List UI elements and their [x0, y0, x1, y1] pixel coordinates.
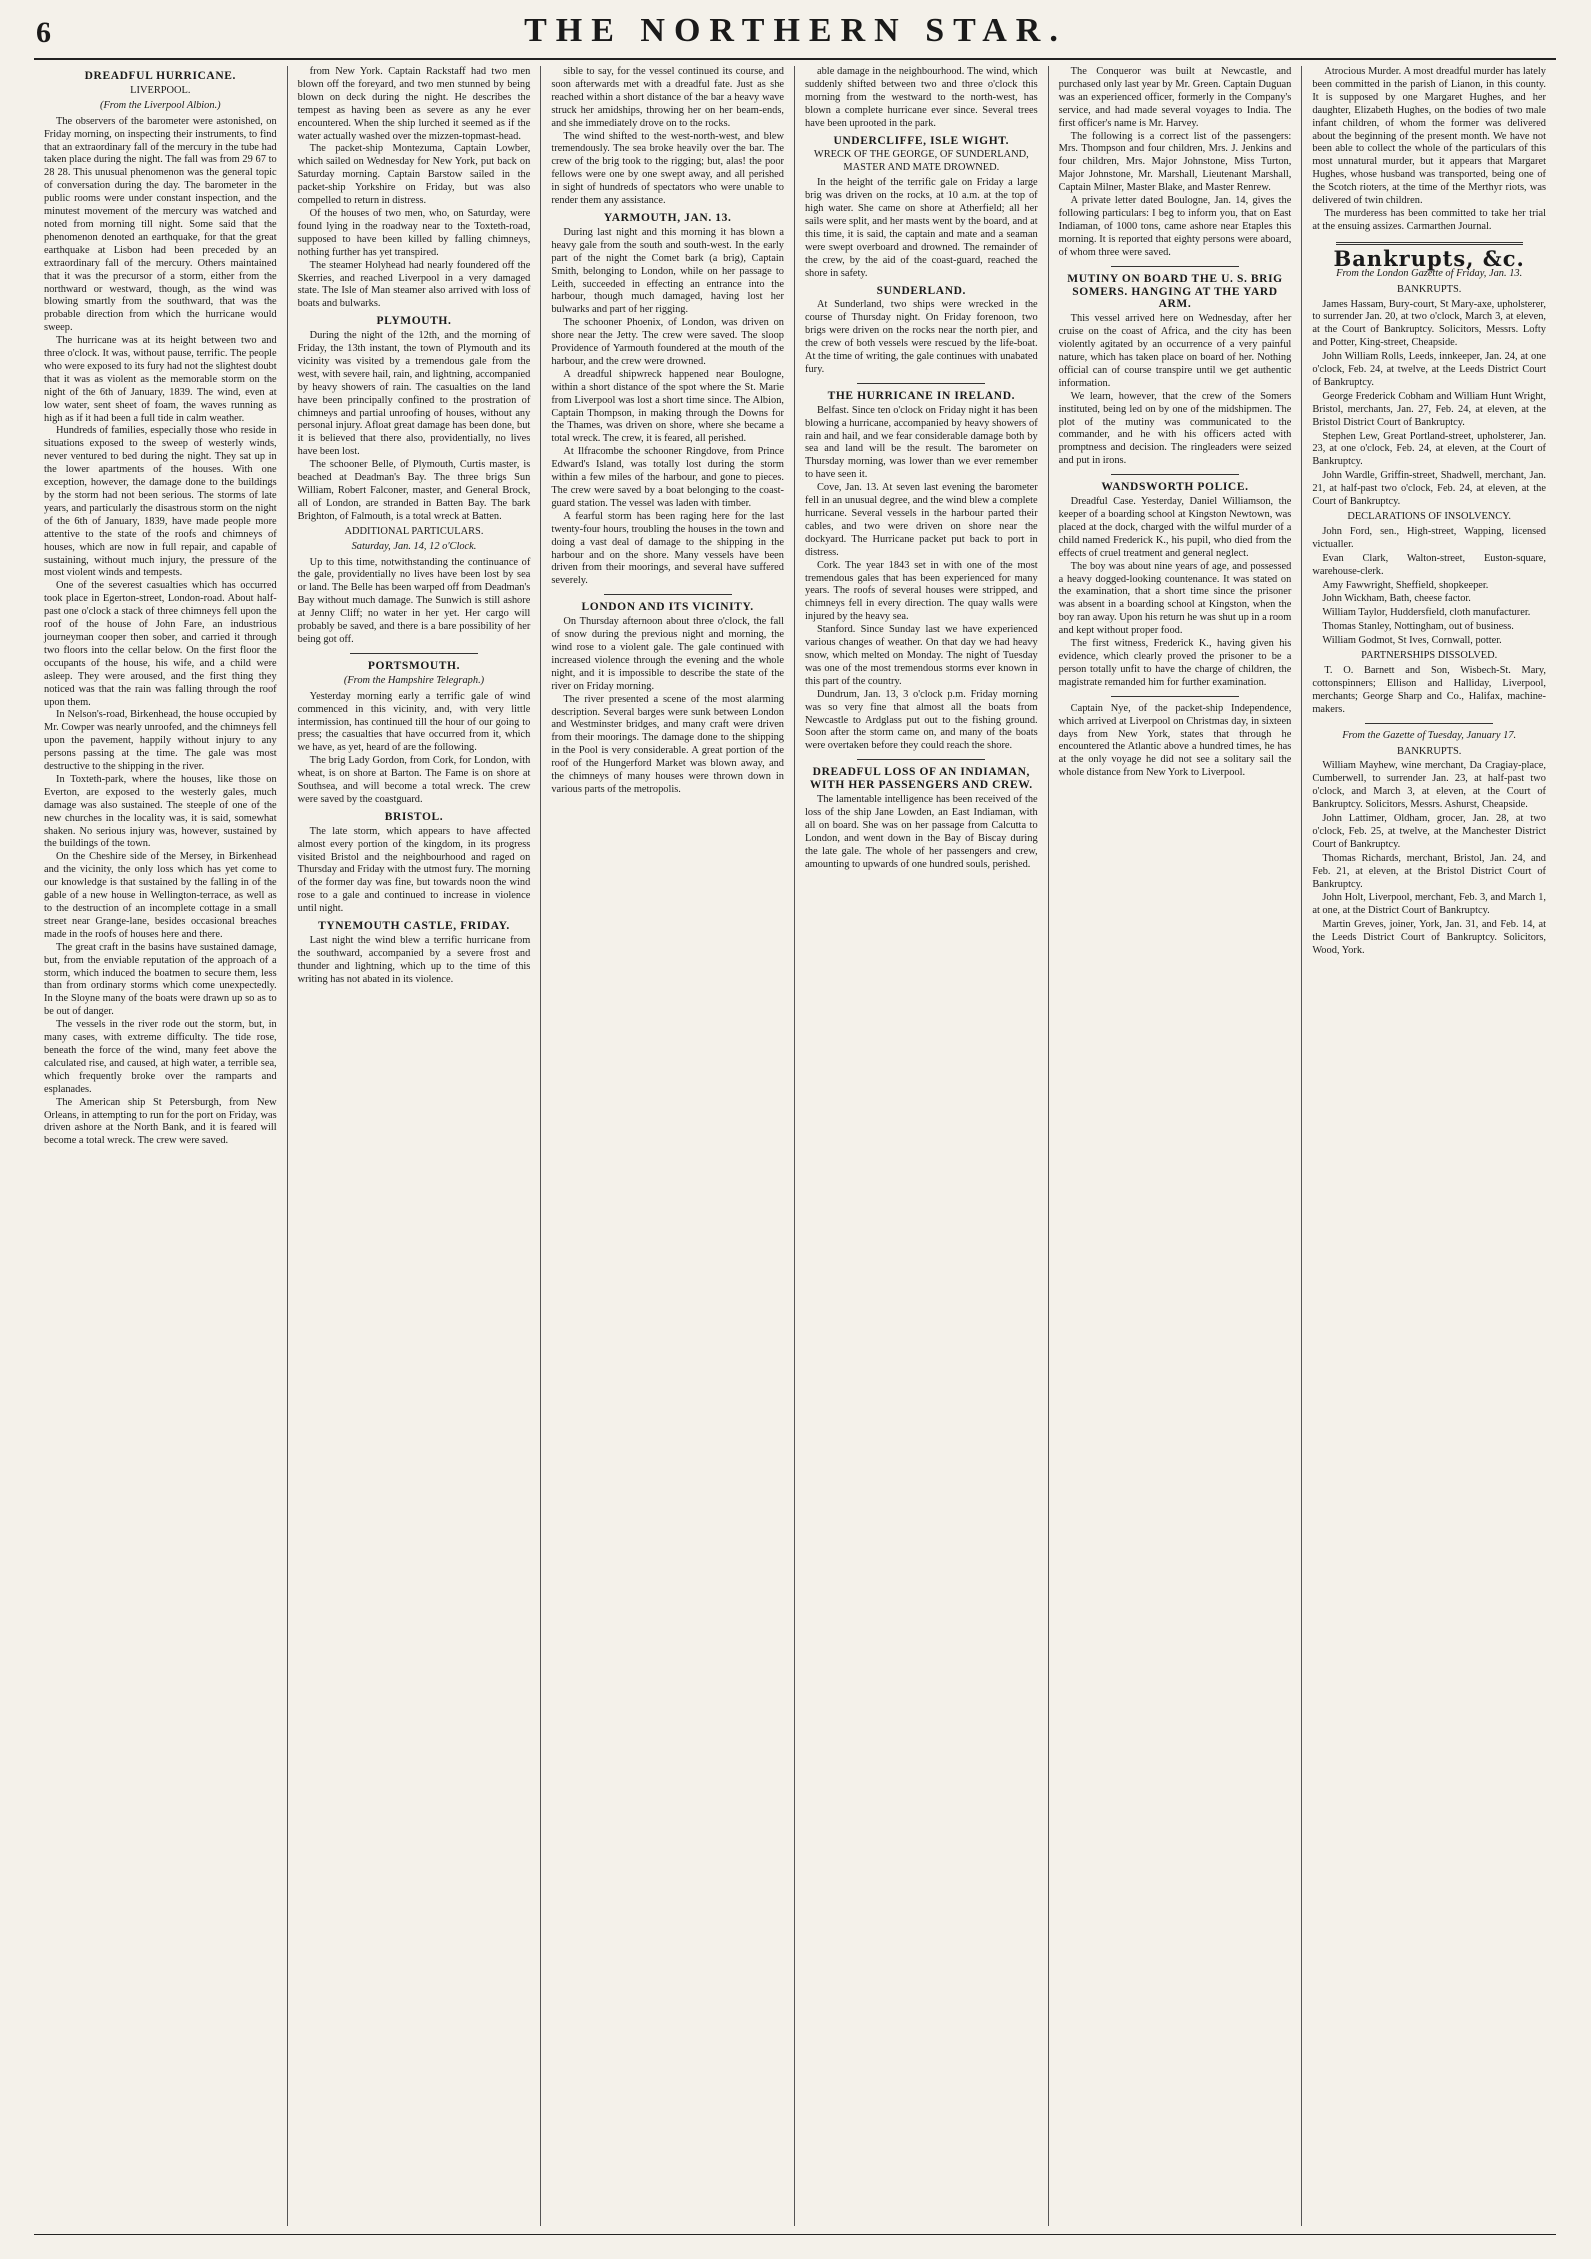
paragraph: In Nelson's-road, Birkenhead, the house occupied by Mr. Cowper was nearly unroofed, and the chimneys fell upon the pavement, happily without injury to any persons passing at the time. The gale was most destructive to the shipping in the river. [44, 709, 277, 773]
paragraph: Stanford. Since Sunday last we have experienced various changes of weather. On that day we had heavy snow, which melted on Monday. The night of Tuesday was one of the most tremendous storms ever known in this part of the country. [805, 624, 1038, 687]
section-heading: Bankrupts, &c. [1333, 245, 1525, 271]
paragraph: A private letter dated Boulogne, Jan. 14, gives the following particulars: I beg to inform you, that on East Indiaman, of 1000 tons, came ashore near Etaples this morning. It is reported that eighty persons were aboard, of whom three were saved. [1058, 195, 1292, 258]
section-heading: DREADFUL LOSS OF AN INDIAMAN, WITH HER PASSENGERS AND CREW. [809, 766, 1033, 792]
paragraph: Captain Nye, of the packet-ship Independence, which arrived at Liverpool on Christmas day, in sixteen days from New York, states that through he encountered the Atlantic above a hundred times, he has at the only voyage he did not see a solitary sail the whole distance from New York to Liverpool. [1058, 702, 1292, 779]
section-heading: MUTINY ON BOARD THE U. S. BRIG SOMERS. HANGING AT THE YARD ARM. [1067, 272, 1283, 311]
paragraph: The following is a correct list of the passengers: Mrs. Thompson and four children, Mrs. J. Jenkins and four children, Mrs. Major Johnstone, Miss Turton, Major Johnstone, Mr. Marshall, Lieutenant Marshall, Captain Milner, Master Blake, and Master Renrew. [1058, 130, 1292, 194]
paragraph: The packet-ship Montezuma, Captain Lowber, which sailed on Wednesday for New York, put back on Saturday morning. Captain Barstow sailed in the packet-ship Yorkshire on Friday, but was also compelled to return in distress. [297, 143, 531, 207]
section-heading: TYNEMOUTH CASTLE, FRIDAY. [318, 920, 510, 933]
paragraph: The wind shifted to the west-north-west, and blew tremendously. The sea broke heavily over the bar. The crew of the brig took to the rigging; but, alas! the poor fellows were one by one swept away, and all perished in sight of hundreds of spectators who were unable to render them any assistance. [551, 130, 784, 207]
section-heading: BRISTOL. [384, 810, 444, 823]
paragraph: One of the severest casualties which has occurred took place in Egerton-street, London-road. About half-past one o'clock a stack of three chimneys fell upon the roof of the house of John Fare, an industrious journeyman cooper then sober, and carried it through two floors into the cellar below. On the first floor the occupants of the house, his wife, and a child were asleep. They were aroused, and the first thing they noticed was that the rain was falling through the roof upon them. [44, 580, 277, 708]
paragraph: In the height of the terrific gale on Friday a large brig was driven on the rocks, at 10 a.m. at the top of high water. She came on shore at Atherfield; all her sails were split, and her masts went by the board, and at this time, it is said, the captain and mate and a seaman were swept overboard and drowned. The remainder of the crew, by the aid of the coast-guard, reached the shore in safety. [805, 177, 1038, 279]
subheading: WRECK OF THE GEORGE, OF SUNDERLAND, MASTER AND MATE DROWNED. [813, 149, 1029, 174]
paragraph: A fearful storm has been raging here for the last twenty-four hours, troubling the houses in the town and doing a vast deal of damage to the shipping in the harbour and on the shore. Many vessels have been driven from their moorings, and several have suffered severely. [551, 510, 784, 587]
paragraph: Of the houses of two men, who, on Saturday, were found lying in the roadway near to the Toxteth-road, supposed to have been killed by falling chimneys, nothing further has yet transpired. [297, 207, 531, 258]
paragraph: The great craft in the basins have sustained damage, but, from the enviable reputation of the approach of a storm, which induced the boatmen to secure them, less than from ordinary storms which come unexpectedly. In the Sloyne many of the boats were drawn up so as to be out of danger. [44, 941, 277, 1018]
header-rule [34, 58, 1556, 60]
source-line: (From the Hampshire Telegraph.) [343, 674, 485, 686]
paragraph: Dundrum, Jan. 13, 3 o'clock p.m. Friday morning was so very fine that almost all the boats from Newcastle to Ardglass put out to the fishing ground. Soon after the storm came on, and many of the boats were overtaken before they could reach the shore. [805, 688, 1038, 752]
paragraph: In Toxteth-park, where the houses, like those on Everton, are exposed to the westerly gales, much damage was also sustained. The steeple of one of the new churches in the locality was, it is said, somewhat shaken. No serious injury was, however, sustained by the buildings of the town. [44, 773, 277, 850]
paragraph: Belfast. Since ten o'clock on Friday night it has been blowing a hurricane, accompanied by heavy showers of rain and hail, and we fear considerable damage both by sea and land will be the result. The barometer on Thursday morning, was lower than we ever remember to have seen it. [805, 404, 1038, 481]
source-line: (From the Liverpool Albion.) [100, 99, 221, 111]
paragraph: On the Cheshire side of the Mersey, in Birkenhead and the vicinity, the only loss which has yet come to our knowledge is that sustained by the falling in of the gable of a new house in Wellington-terrace, as well as to the destruction of an incomplete cottage in a small street near Grange-lane, besides occasional breaches made in the roofs of houses here and there. [44, 851, 277, 940]
list-item: George Frederick Cobham and William Hunt Wright, Bristol, merchants, Jan. 27, Feb. 24, at eleven, at the Bristol District Court of Bankruptcy. [1312, 390, 1546, 428]
section-heading: UNDERCLIFFE, ISLE WIGHT. [833, 134, 1010, 147]
divider [1336, 242, 1523, 245]
paragraph: We learn, however, that the crew of the Somers instituted, being led on by one of the midshipmen. The plot of the mutiny was communicated to the commander, and he with his officers acted with promptness and decision. The ringleaders were seized and put in irons. [1058, 390, 1292, 467]
section-heading: SUNDERLAND. [876, 284, 966, 297]
paragraph: A dreadful shipwreck happened near Boulogne, within a short distance of the spot where the St. Marie from Liverpool was lost a short time since. The Albion, Captain Thompson, in making through the Downs for the Thames, was driven on shore, where she became a total wreck. The crew, it is feared, all perished. [551, 368, 784, 445]
paragraph: During the night of the 12th, and the morning of Friday, the 13th instant, the town of Plymouth and its vicinity was visited by a tremendous gale from the west, with severe hail, rain, and lightning, accompanied by heavy showers of rain. The casualties on the land have been principally confined to the prostration of chimneys and partial unroofing of houses, without any personal injury. Afloat great damage has been done, but it is believed that there also, providentially, no lives have been lost. [297, 330, 531, 458]
section-heading: THE HURRICANE IN IRELAND. [827, 389, 1016, 402]
paragraph: The observers of the barometer were astonished, on Friday morning, on inspecting their instruments, to find that an extraordinary fall of the mercury in the tube had taken place during the night. The fall was from 29 67 to 28 28. This unusual phenomenon was the general topic of conversation during the day. The barometer in the public rooms were under constant inspection, and the minutest movement of the mercury was watched and noted from morning till night. Some said that the phenomenon denoted an earthquake, for that the great earthquake at Lisbon had been preceded by an extraordinary fall of the mercury. Others maintained that it was the precursor of a storm, either from the northward or westward, though, as the wind was blowing smartly from the southward, that was the probable direction from which the hurricane would sweep. [44, 115, 277, 334]
subheading: BANKRUPTS. [1396, 745, 1462, 757]
paragraph: Dreadful Case. Yesterday, Daniel Williamson, the keeper of a boarding school at Kingston Newtown, was placed at the dock, charged with the wilful murder of a child named Frederick K., his pupil, who died from the effects of cruel treatment and general neglect. [1058, 496, 1292, 559]
paragraph: The vessels in the river rode out the storm, but, in many cases, with extreme difficulty. The tide rose, beneath the force of the wind, many feet above the calculated rise, and caused, at high water, a terrible sea, which frequently broke over the ramparts and esplanades. [44, 1019, 277, 1095]
paragraph: On Thursday afternoon about three o'clock, the fall of snow during the previous night and morning, the wind rose to a violent gale. The gale continued with increased violence through the evening and the whole night, and it is impossible to describe the state of the river on Friday morning. [551, 616, 784, 692]
paragraph: Up to this time, notwithstanding the continuance of the gale, providentially no lives have been lost by sea or land. The Belle has been warped off from Deadman's Bay without much damage. The Sunwich is still ashore at Jenny Cliff; no water in her yet. Her cargo will probably be saved, and there is a bare possibility of her being got off. [297, 556, 531, 645]
subheading: PARTNERSHIPS DISSOLVED. [1361, 650, 1498, 662]
column-4 [795, 66, 1049, 2226]
list-item: Thomas Stanley, Nottingham, out of business. [1322, 621, 1514, 633]
divider [1111, 266, 1239, 267]
paragraph: able damage in the neighbourhood. The wind, which suddenly shifted between two and three o'clock this morning from the westward to the north-west, has blown a complete hurricane ever since. Several trees have been uprooted in the park. [805, 66, 1038, 129]
gazette-dateline: From the London Gazette of Friday, Jan. 13. [1336, 267, 1523, 279]
divider [604, 594, 732, 595]
page-number: 6 [36, 16, 51, 49]
newspaper-title: THE NORTHERN STAR. [524, 12, 1067, 49]
paragraph: The brig Lady Gordon, from Cork, for London, with wheat, is on shore at Barton. The Fame is on shore at Southsea, and will become a total wreck. The crew were saved by the coastguard. [297, 755, 531, 805]
paragraph: Hundreds of families, especially those who reside in situations exposed to the sweep of westerly winds, never ventured to bed during the night. They sat up in the lower apartments of the houses. With one exception, however, the damage done to the buildings by the storm had not been serious. The storms of late years, and particularly the disastrous storm on the night of the 6th of January, 1839, have made people more attentive to the state of the roofs and chimneys of houses, which are now in full repair, and capable of sustaining, without much injury, the pressure of the most violent winds and tempests. [44, 425, 277, 579]
list-item: William Godmot, St Ives, Cornwall, potter. [1322, 635, 1502, 647]
paragraph: The hurricane was at its height between two and three o'clock. It was, without pause, terrific. The people who were exposed to its fury had not the slightest doubt that it was as violent as the memorable storm on the night of the 6th of January, 1839. The wind, even at low water, sent sheet of foam, the waves running as high as if it had been a full tide in calm weather. [44, 335, 277, 424]
list-item: William Taylor, Huddersfield, cloth manufacturer. [1322, 607, 1531, 619]
paragraph: At Sunderland, two ships were wrecked in the course of Thursday night. On Friday forenoon, two brigs were driven on the rocks near the north pier, and the crew of both vessels were rescued by the life-boat. At the time of writing, the gale continues with unabated fury. [805, 299, 1038, 375]
column-2 [288, 66, 542, 2226]
paragraph: Cork. The year 1843 set in with one of the most tremendous gales that has been experienced for many years. The roofs of several houses were stripped, and chimneys fell in every direction. The quay walls were injured by the heavy sea. [805, 559, 1038, 623]
section-heading: LONDON AND ITS VICINITY. [581, 601, 754, 614]
dateline: LIVERPOOL. [130, 84, 191, 96]
paragraph: The steamer Holyhead had nearly foundered off the Skerries, and reached Liverpool in a very damaged state. The Isle of Man steamer also arrived with loss of boats and bulwarks. [297, 259, 531, 310]
paragraph: Last night the wind blew a terrific hurricane from the southward, accompanied by a severe frost and thunder and lightning, which up to the time of this writing has not abated in its violence. [297, 935, 531, 985]
dateline: Saturday, Jan. 14, 12 o'Clock. [351, 540, 477, 552]
paragraph: The river presented a scene of the most alarming description. Several barges were sunk between London and Westminster bridges, and many craft were driven from their moorings. The damage done to the shipping in the Pool is very considerable. A great portion of the roof of the Hungerford Market was blown away, and the chimneys of many houses were thrown down in various parts of the metropolis. [551, 693, 784, 795]
divider [1111, 474, 1239, 475]
subheading: DECLARATIONS OF INSOLVENCY. [1347, 511, 1511, 522]
section-heading: WANDSWORTH POLICE. [1101, 481, 1249, 494]
gazette-dateline: From the Gazette of Tuesday, January 17. [1342, 729, 1517, 741]
paragraph: The late storm, which appears to have affected almost every portion of the kingdom, in its progress visited Bristol and the neighbourhood and raged on Thursday and Friday with the utmost fury. The morning of the former day was fine, but towards noon the wind rose to a gale and continued to increase in violence until night. [297, 825, 531, 915]
paragraph: The lamentable intelligence has been received of the loss of the ship Jane Lowden, an East Indiaman, with all on board. She was on her passage from Calcutta to London, and went down in the Bay of Biscay during the late gale. The whole of her passengers and crew, amounting to upwards of one hundred souls, perished. [805, 794, 1038, 870]
masthead [0, 0, 1591, 60]
column-1 [34, 66, 288, 2226]
list-item: Stephen Lew, Great Portland-street, upholsterer, Jan. 23, at one o'clock, Feb. 24, at eleven, at the Court of Bankruptcy. [1312, 430, 1546, 468]
column-6 [1302, 66, 1556, 2226]
paragraph: T. O. Barnett and Son, Wisbech-St. Mary, cottonspinners; Ellison and Halliday, Liverpool, merchants; George Sharp and Co., Halifax, machine-makers. [1312, 664, 1546, 715]
list-item: John Lattimer, Oldham, grocer, Jan. 28, at two o'clock, Feb. 25, at twelve, at the Manchester District Court of Bankruptcy. [1312, 813, 1546, 850]
paragraph: Yesterday morning early a terrific gale of wind commenced in this vicinity, and, with very little intermission, has continued till the hour of our going to press; the casualties that have occurred from it, which we have, as yet, heard of are the following. [297, 690, 531, 754]
paragraph: from New York. Captain Rackstaff had two men blown off the foreyard, and two men stunned by being blown on deck during the night. He describes the tempest as having been as severe as any he ever encountered. When the ship lurched it seemed as if the water actually washed over the mizzen-topmast-head. [297, 66, 531, 142]
list-item: Thomas Richards, merchant, Bristol, Jan. 24, and Feb. 21, at eleven, at the Bristol District Court of Bankruptcy. [1312, 852, 1546, 890]
paragraph: The first witness, Frederick K., having given his evidence, which clearly proved the prisoner to be a person totally unfit to have the charge of children, the magistrate remanded him for further examination. [1058, 638, 1292, 688]
paragraph: This vessel arrived here on Wednesday, after her cruise on the coast of Africa, and the city has been violently agitated by an occurrence of a very painful nature, which has taken place on board of her. Nothing official can of course transpire until we get authentic information. [1058, 313, 1292, 389]
divider [857, 383, 985, 384]
list-item: Evan Clark, Walton-street, Euston-square, warehouse-clerk. [1312, 552, 1546, 577]
list-item: Amy Fawwright, Sheffield, shopkeeper. [1322, 579, 1489, 591]
section-heading: PLYMOUTH. [376, 315, 452, 328]
paragraph: Atrocious Murder. A most dreadful murder has lately been committed in the parish of Lianon, in this county. It is supposed by one Margaret Hughes, and her daughter, Elizabeth Hughes, on the bodies of two male infant children, of whom the former was delivered about the beginning of the present month. We have not been able to collect the whole of the particulars of this most unnatural murder, but it appears that Margaret Hughes, whose husband was transported, being one of the Scotch rioters, at the time of the Merthyr riots, was delivered of twin children. [1312, 66, 1546, 207]
paragraph: The schooner Phoenix, of London, was driven on shore near the Jetty. The crew were saved. The sloop Providence of Yarmouth foundered at the mouth of the harbour, and the crew were drowned. [551, 317, 784, 367]
paragraph: The Conqueror was built at Newcastle, and purchased only last year by Mr. Green. Captain Duguan was an experienced officer, formerly in the Company's service, and had made several voyages to India. The first officer's name is Mr. Harvey. [1058, 66, 1292, 129]
paragraph: The American ship St Petersburgh, from New Orleans, in attempting to run for the port on Friday, was driven ashore at the North Bank, and it is feared will become a total wreck. The crew were saved. [44, 1096, 277, 1147]
paragraph: At Ilfracombe the schooner Ringdove, from Prince Edward's Island, was totally lost during the storm within a few miles of the harbour, and gone to pieces. The crew were saved by a boat belonging to the coast-guard station. The vessel was laden with timber. [551, 446, 784, 509]
list-item: John Ford, sen., High-street, Wapping, licensed victualler. [1312, 525, 1546, 550]
paragraph: The murderess has been committed to take her trial at the ensuing assizes. Carmarthen Journal. [1312, 207, 1546, 232]
column-5 [1049, 66, 1303, 2226]
headline: DREADFUL HURRICANE. [84, 70, 236, 82]
divider [857, 759, 985, 760]
divider [1111, 696, 1239, 697]
divider [1365, 723, 1494, 724]
footer-rule [34, 2234, 1556, 2235]
list-item: John Wickham, Bath, cheese factor. [1322, 593, 1471, 605]
list-item: James Hassam, Bury-court, St Mary-axe, upholsterer, to surrender Jan. 20, at two o'clock, March 3, at eleven, at the Court of Bankruptcy. Solicitors, Messrs. Lofty and Potter, King-street, Cheapside. [1312, 298, 1546, 349]
paragraph: Cove, Jan. 13. At seven last evening the barometer fell in an unusual degree, and the wind blew a complete hurricane. Several vessels in the harbour parted their cables, and two were driven on shore near the dockyard. The Hurricane packet put back to port in distress. [805, 482, 1038, 558]
columns [34, 66, 1556, 2226]
divider [350, 653, 478, 654]
paragraph: During last night and this morning it has blown a heavy gale from the south and south-west. In the early part of the night the Comet bark (a brig), Captain Smith, belonging to London, while on her passage to Leith, succeeded in effecting an entrance into the harbour, though much damaged, having lost her bulwarks and part of her rigging. [551, 226, 784, 316]
paragraph: The boy was about nine years of age, and possessed a heavy dogged-looking countenance. It was stated on the examination, that a short time since the prisoner was absent in a boarding school at Kingston, when the boy ran away. Upon his return he was shut up in a room and kept without proper food. [1058, 560, 1292, 637]
list-item: John Wardle, Griffin-street, Shadwell, merchant, Jan. 21, at half-past two o'clock, Feb. 24, at eleven, at the Court of Bankruptcy. [1312, 470, 1546, 508]
paragraph: sible to say, for the vessel continued its course, and soon afterwards met with a dreadful fate. Just as she reached within a short distance of the bar a heavy wave struck her amidships, throwing her on her beam-ends, and she immediately drove on to the rocks. [551, 66, 784, 129]
column-3 [541, 66, 795, 2226]
list-item: John Holt, Liverpool, merchant, Feb. 3, and March 1, at one, at the District Court of Bankruptcy. [1312, 892, 1546, 917]
list-item: Martin Greves, joiner, York, Jan. 31, and Feb. 14, at the Leeds District Court of Bankruptcy. Solicitors, Wood, York. [1312, 919, 1546, 957]
subheading: BANKRUPTS. [1396, 283, 1462, 295]
section-heading: PORTSMOUTH. [367, 659, 461, 672]
paragraph: The schooner Belle, of Plymouth, Curtis master, is beached at Deadman's Bay. The three brigs Sun William, Robert Falconer, master, and General Brock, all of London, are stranded in Batten Bay. The bark Brighton, of Falmouth, is a total wreck at Batten. [297, 459, 531, 522]
section-heading: YARMOUTH, JAN. 13. [603, 211, 732, 224]
subheading: ADDITIONAL PARTICULARS. [344, 525, 484, 537]
list-item: John William Rolls, Leeds, innkeeper, Jan. 24, at one o'clock, Feb. 24, at twelve, at the Leeds District Court of Bankruptcy. [1312, 351, 1546, 388]
list-item: William Mayhew, wine merchant, Da Cragiay-place, Cumberwell, to surrender Jan. 23, at half-past two o'clock, and March 3, at eleven, at the Court of Bankruptcy. Solicitors, Messrs. Ashurst, Cheapside. [1312, 760, 1546, 811]
